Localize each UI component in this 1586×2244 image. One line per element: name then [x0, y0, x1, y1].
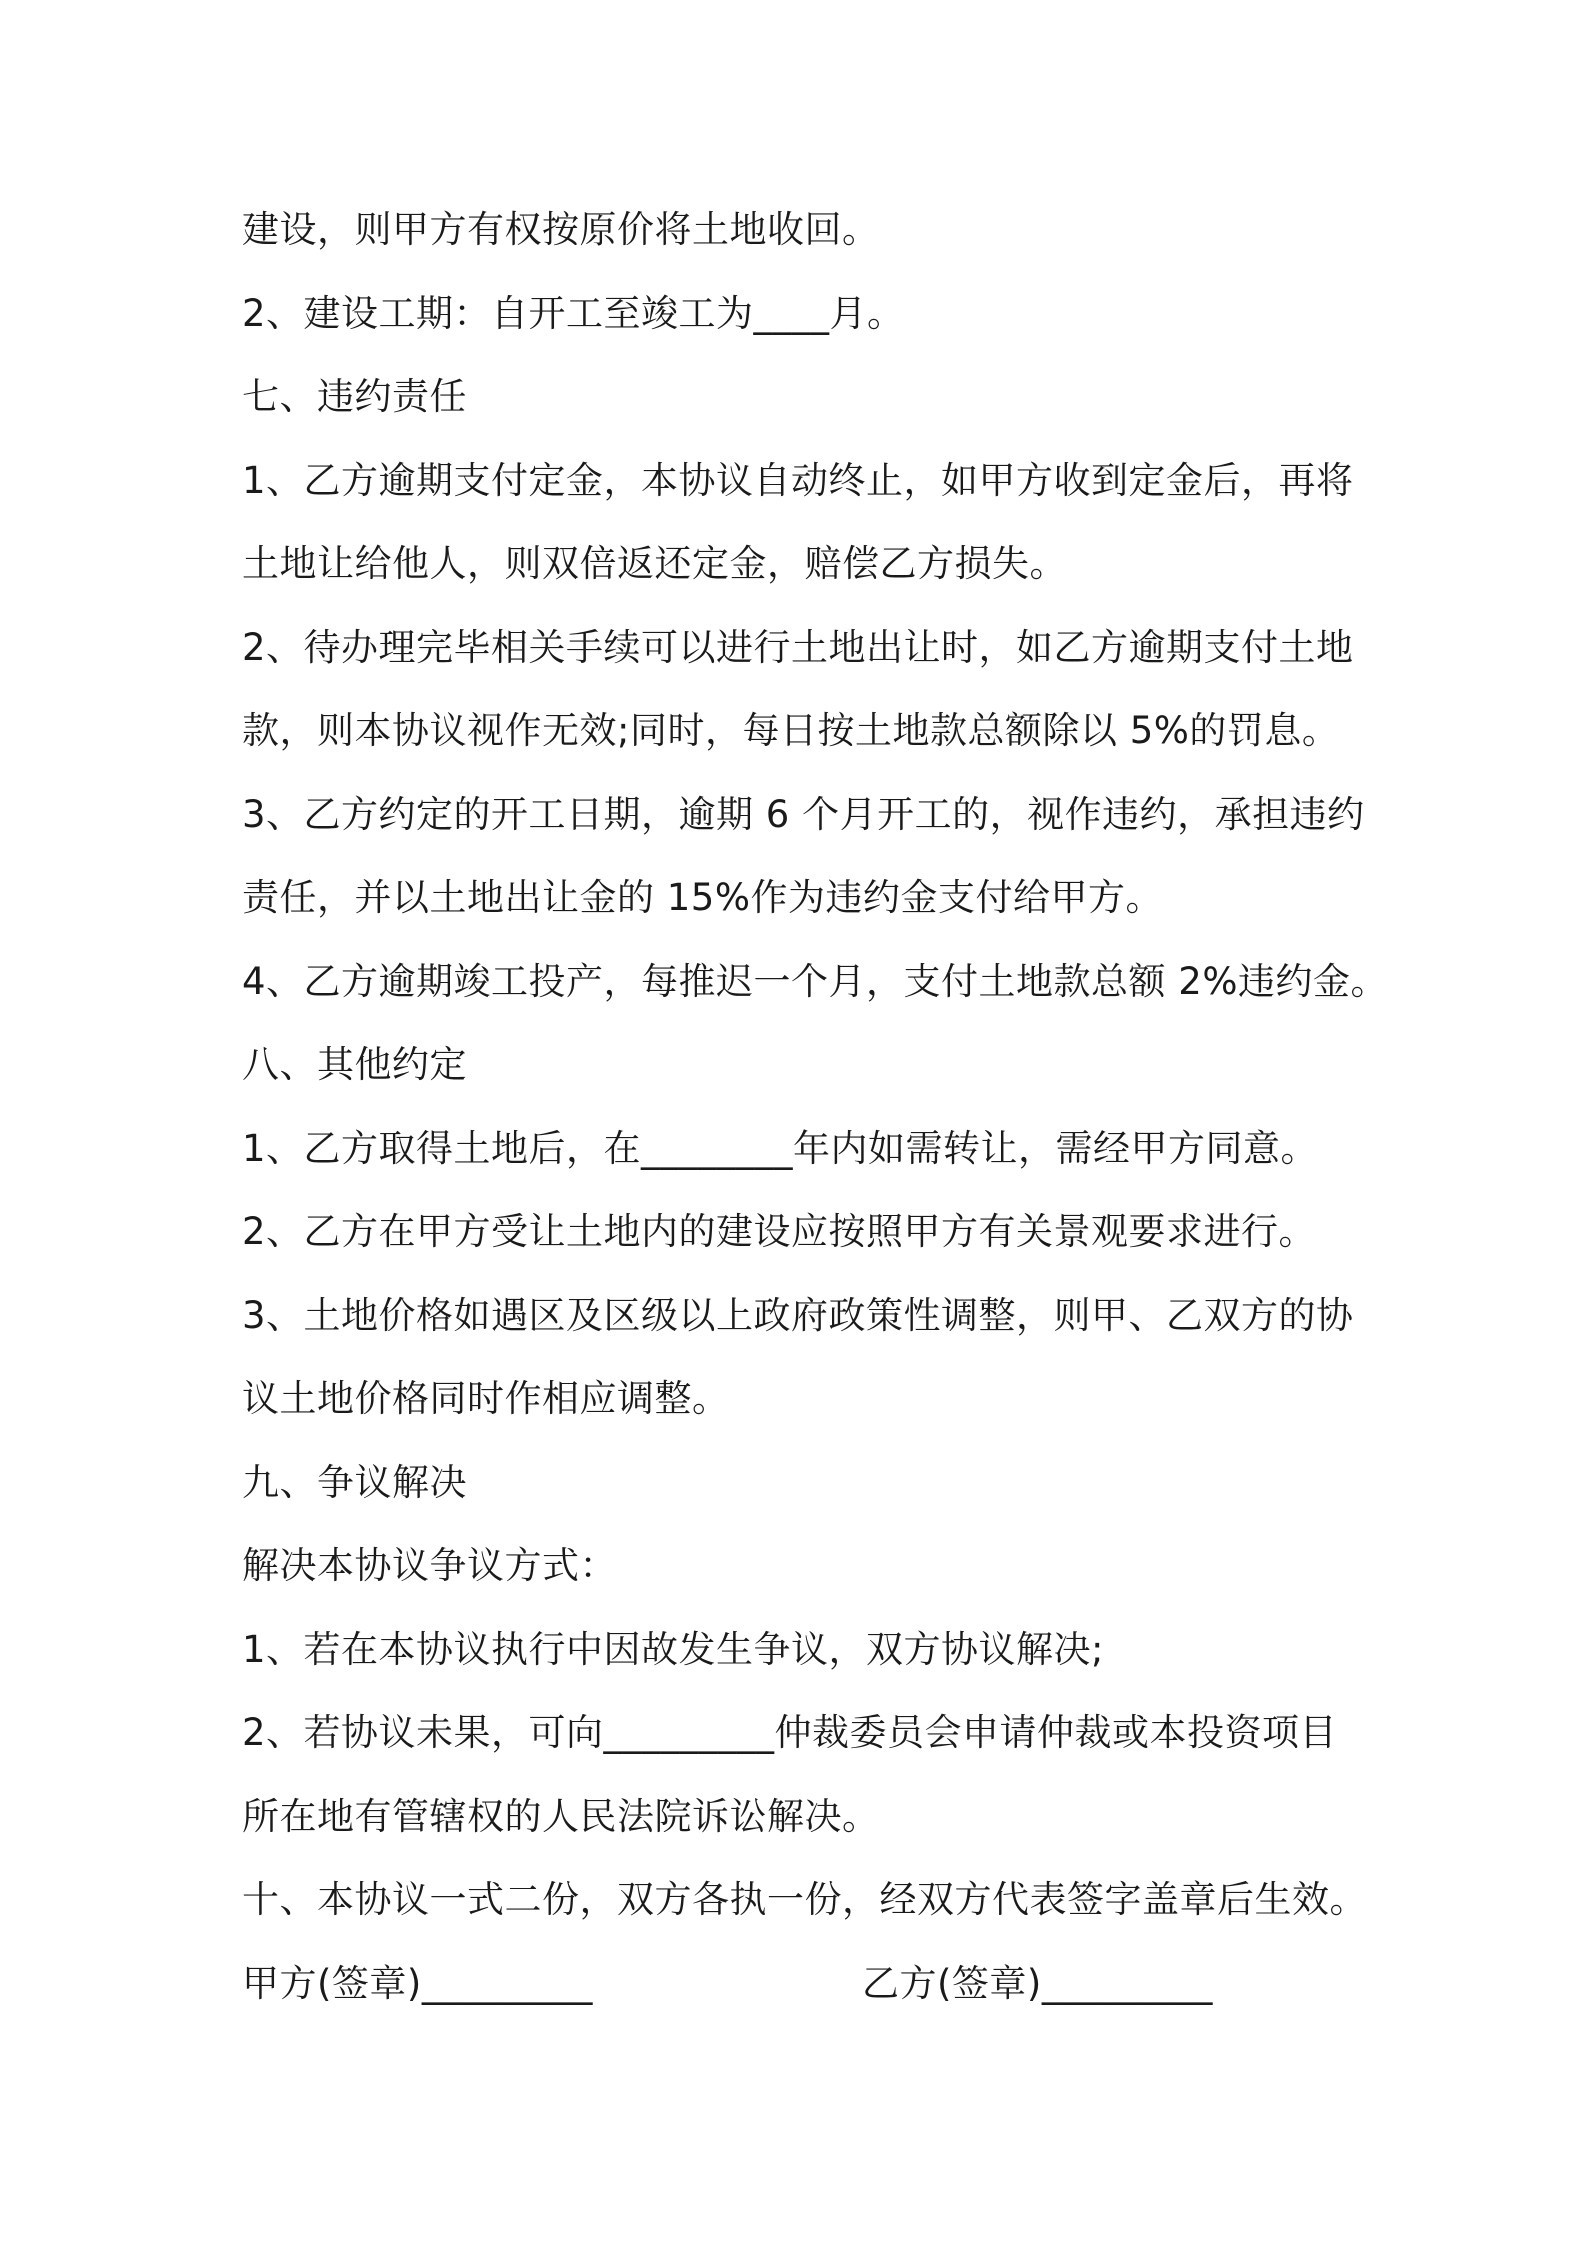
paragraph-line: 建设，则甲方有权按原价将土地收回。	[242, 208, 880, 251]
paragraph-line: 2、若协议未果，可向_________仲裁委员会申请仲裁或本投资项目	[242, 1711, 1338, 1754]
paragraph-line: 3、土地价格如遇区及区级以上政府政策性调整，则甲、乙双方的协	[242, 1294, 1354, 1337]
paragraph-line: 所在地有管辖权的人民法院诉讼解决。	[242, 1795, 880, 1838]
paragraph-line: 3、乙方约定的开工日期，逾期 6 个月开工的，视作违约，承担违约	[242, 793, 1365, 836]
paragraph-line: 责任，并以土地出让金的 15%作为违约金支付给甲方。	[242, 876, 1163, 919]
paragraph-line: 1、乙方逾期支付定金，本协议自动终止，如甲方收到定金后，再将	[242, 459, 1354, 502]
paragraph-line: 1、若在本协议执行中因故发生争议，双方协议解决;	[242, 1628, 1105, 1671]
section-heading: 十、本协议一式二份，双方各执一份，经双方代表签字盖章后生效。	[242, 1878, 1367, 1921]
section-heading: 七、违约责任	[242, 375, 467, 418]
paragraph-line: 解决本协议争议方式：	[242, 1544, 617, 1587]
paragraph-line: 4、乙方逾期竣工投产，每推迟一个月，支付土地款总额 2%违约金。	[242, 960, 1388, 1003]
paragraph-line: 2、建设工期：自开工至竣工为____月。	[242, 292, 905, 335]
paragraph-line: 2、乙方在甲方受让土地内的建设应按照甲方有关景观要求进行。	[242, 1210, 1317, 1253]
section-heading: 八、其他约定	[242, 1043, 467, 1086]
signature-party-b: 乙方(签章)_________	[862, 1962, 1213, 2005]
paragraph-line: 土地让给他人，则双倍返还定金，赔偿乙方损失。	[242, 542, 1067, 585]
paragraph-line: 1、乙方取得土地后，在________年内如需转让，需经甲方同意。	[242, 1127, 1319, 1170]
signature-party-a: 甲方(签章)_________	[242, 1962, 593, 2005]
paragraph-line: 2、待办理完毕相关手续可以进行土地出让时，如乙方逾期支付土地	[242, 626, 1354, 669]
paragraph-line: 款，则本协议视作无效;同时，每日按土地款总额除以 5%的罚息。	[242, 709, 1340, 752]
section-heading: 九、争议解决	[242, 1461, 467, 1504]
paragraph-line: 议土地价格同时作相应调整。	[242, 1377, 730, 1420]
